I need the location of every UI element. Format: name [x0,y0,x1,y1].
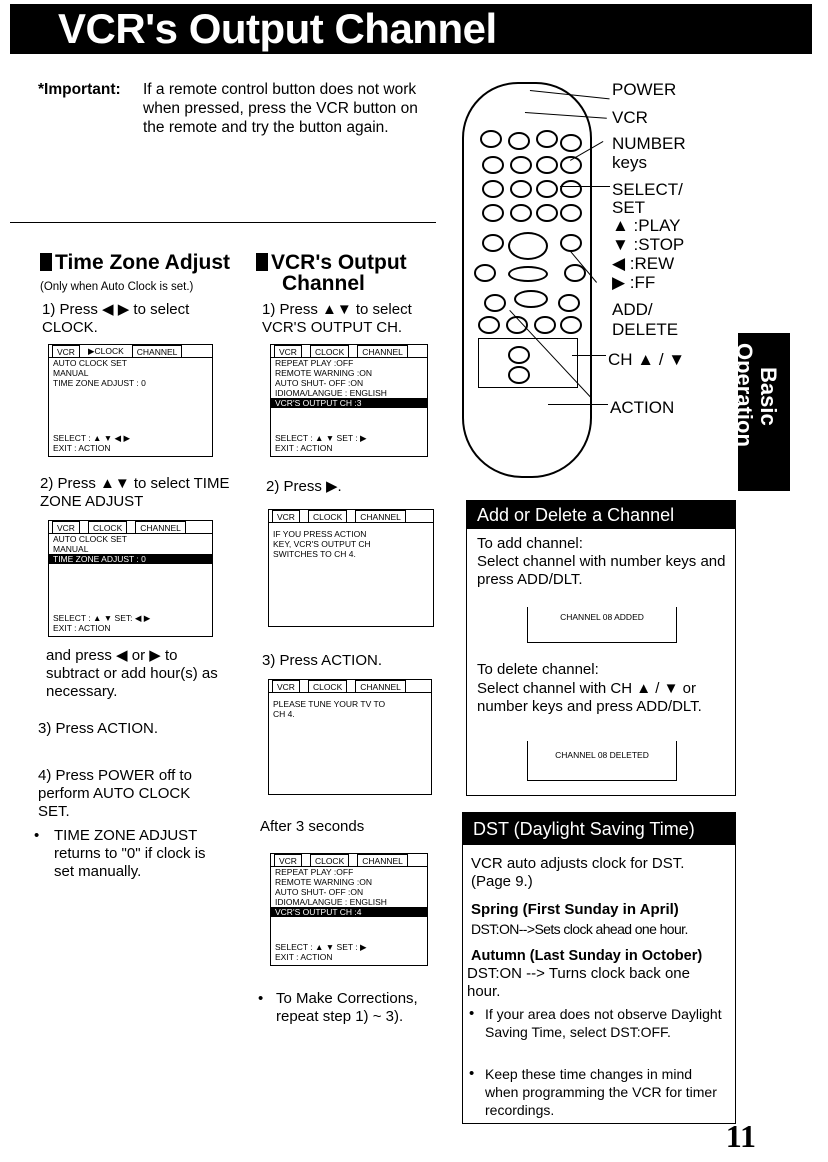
add-title: To add channel: [477,535,583,552]
important-label: *Important: [38,81,121,98]
dst-autumn-text: DST:ON --> Turns clock back one hour. [467,965,690,1000]
out-step3: 3) Press ACTION. [262,652,383,669]
dst-bullet-2: • Keep these time changes in mind when programming the VCR for timer recordings. [469,1065,717,1118]
label-rew: ◀ :REW [612,254,675,273]
label-delete: DELETE [612,320,679,339]
number-key-icon [482,180,504,198]
number-key-icon [482,156,504,174]
label-ch: CH ▲ / ▼ [608,350,686,369]
vcr-button-icon [508,132,530,150]
select-set-dpad-icon [508,232,548,260]
label-ff: ▶ :FF [612,273,656,292]
remote-panel [478,338,578,388]
number-key-icon [536,156,558,174]
out-step2: 2) Press ▶. [266,478,342,495]
tz-step2: 2) Press ▲▼ to select TIME ZONE ADJUST [40,475,230,510]
dst-heading: DST (Daylight Saving Time) [463,813,735,845]
label-power: POWER [612,80,677,99]
label-add: ADD/ [612,300,653,319]
number-key-icon [560,180,582,198]
add-delete-heading: Add or Delete a Channel [467,501,735,529]
square-bullet-icon [40,253,52,271]
out-after: After 3 seconds [260,818,365,835]
add-delete-button-icon [558,294,580,312]
dst-spring-text: DST:ON-->Sets clock ahead one hour. [471,921,688,937]
section-side-tab: Basic Operation [738,333,790,491]
dst-box [462,812,736,1124]
tz-step1: 1) Press ◀ ▶ to select CLOCK. [42,301,190,336]
label-stop: ▼ :STOP [612,235,685,254]
label-vcr: VCR [612,108,648,127]
tz-screen-clock: VCR ▶CLOCK CHANNEL AUTO CLOCK SET MANUAL TIME ZONE ADJUST : 0 SELECT : ▲ ▼ ◀ ▶ EXIT : ACTION [48,344,213,457]
time-zone-heading: Time Zone Adjust [40,252,230,274]
dst-autumn-title: Autumn (Last Sunday in October) [471,948,703,964]
add-message-screen: CHANNEL 08 ADDED [527,607,677,643]
time-zone-note: (Only when Auto Clock is set.) [40,281,194,293]
label-keys: keys [612,153,647,172]
label-number: NUMBER [612,134,686,153]
tz-bullet: • TIME ZONE ADJUST returns to "0" if clock is set manually. [34,827,206,880]
dst-spring-title: Spring (First Sunday in April) [471,901,679,918]
output-heading: VCR's Output Channel [256,252,407,294]
ch-up-button-icon [508,346,530,364]
page-title: VCR's Output Channel [10,4,812,54]
out-screen-4: VCR CLOCK CHANNEL REPEAT PLAY :OFF REMOTE WARNING :ON AUTO SHUT- OFF :ON IDIOMA/LANGUE : ENGLISH VCR'S OUTPUT CH :4 SELECT : ▲ ▼ SET : ▶ EXIT : ACTION [270,853,428,966]
tz-step4: 4) Press POWER off to perform AUTO CLOCK SET. [38,767,192,820]
number-key-icon [536,180,558,198]
delete-message-screen: CHANNEL 08 DELETED [527,741,677,781]
dst-bullet-1: • If your area does not observe Daylight Saving Time, select DST:OFF. [469,1005,722,1040]
tz-step3: 3) Press ACTION. [38,720,159,737]
page-number: 11 [725,1118,756,1154]
important-text: If a remote control button does not work when pressed, press the VCR button on the remote and try the button again. [143,81,418,136]
out-screen-2: VCR CLOCK CHANNEL IF YOU PRESS ACTION KEY, VCR'S OUTPUT CH SWITCHES TO CH 4. [268,509,434,627]
divider [10,222,436,223]
delete-text: Select channel with CH ▲ / ▼ or number keys and press ADD/DLT. [477,680,702,715]
label-action: ACTION [610,398,675,417]
delete-title: To delete channel: [477,661,599,678]
number-key-icon [510,180,532,198]
out-screen-3: VCR CLOCK CHANNEL PLEASE TUNE YOUR TV TO CH 4. [268,679,432,795]
add-delete-box [466,500,736,796]
out-bullet: • To Make Corrections, repeat step 1) ~ 3). [258,990,418,1025]
label-play: ▲ :PLAY [612,216,681,235]
number-key-icon [510,156,532,174]
power-button-icon [480,130,502,148]
tz-screen-adjust: VCR CLOCK CHANNEL AUTO CLOCK SET MANUAL TIME ZONE ADJUST : 0 SELECT : ▲ ▼ SET: ◀ ▶ EXIT : ACTION [48,520,213,637]
action-button-icon [484,294,506,312]
out-screen-1: VCR CLOCK CHANNEL REPEAT PLAY :OFF REMOTE WARNING :ON AUTO SHUT- OFF :ON IDIOMA/LANGUE : ENGLISH VCR'S OUTPUT CH :3 SELECT : ▲ ▼ SET : ▶ EXIT : ACTION [270,344,428,457]
ch-down-button-icon [508,366,530,384]
square-bullet-icon [256,253,268,271]
tz-step2b: and press ◀ or ▶ to subtract or add hour(s) as necessary. [46,647,218,700]
out-step1: 1) Press ▲▼ to select VCR'S OUTPUT CH. [262,301,412,336]
dst-intro: VCR auto adjusts clock for DST. (Page 9.) [471,855,685,890]
label-set: SET [612,198,646,217]
remote-control-illustration [462,82,592,478]
add-text: Select channel with number keys and press ADD/DLT. [477,553,726,588]
label-select: SELECT/ [612,180,683,199]
